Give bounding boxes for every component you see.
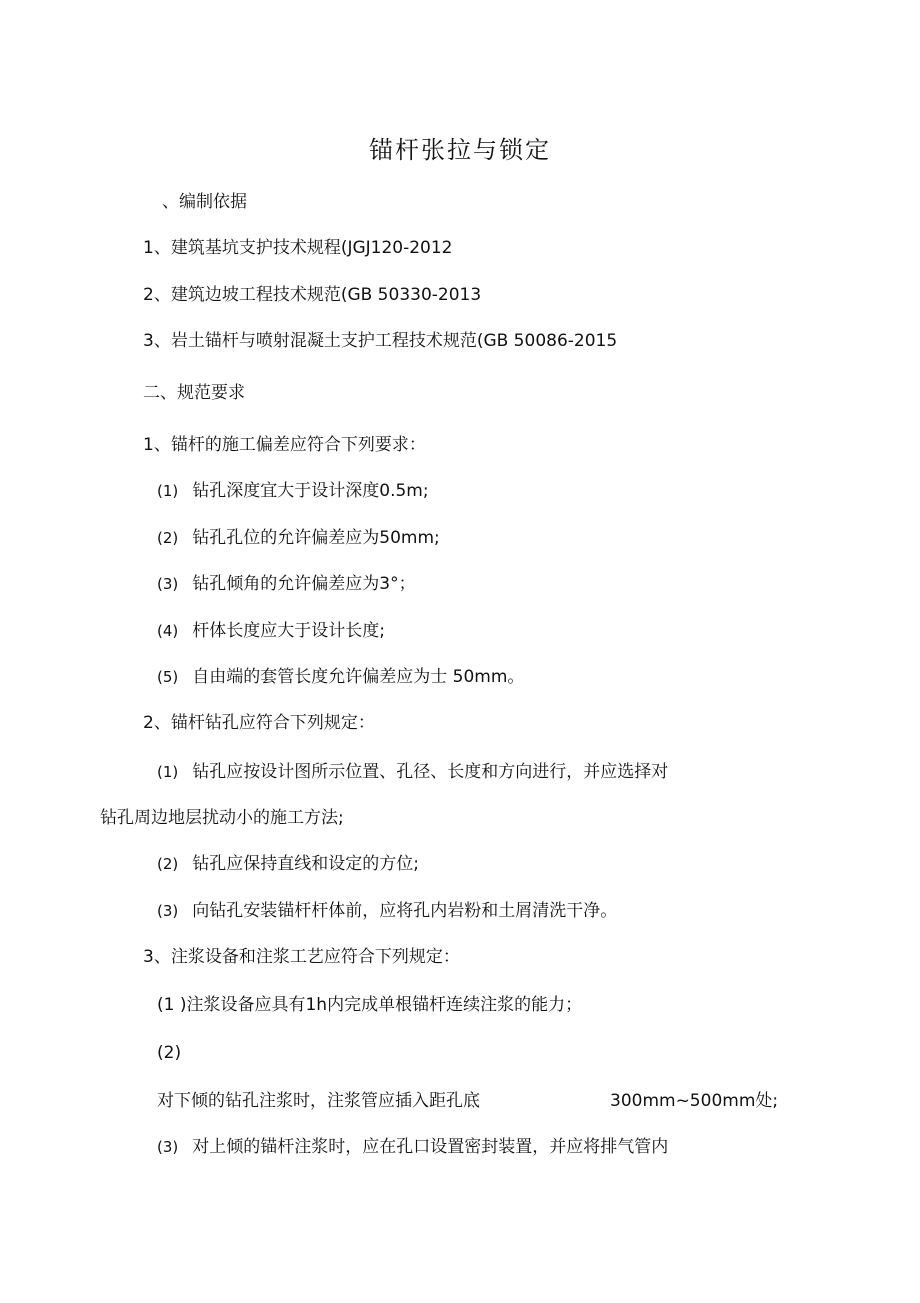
requirement-item-continuation: 钻孔周边地层扰动小的施工方法; — [100, 808, 344, 828]
requirement-item — [157, 852, 419, 876]
item-text: 杆体长度应大于设计长度; — [192, 621, 385, 641]
item-number: (1) — [157, 763, 179, 781]
requirement-heading: 1、锚杆的施工偏差应符合下列要求： — [143, 435, 426, 455]
section1-heading: 、编制依据 — [162, 192, 247, 212]
item-text: 向钻孔安装锚杆杆体前，应将孔内岩粉和土屑清洗干净。 — [192, 901, 618, 921]
reference-item: 3、岩土锚杆与喷射混凝土支护工程技术规范(GB 50086-2015 — [143, 331, 618, 351]
item-number: (3) — [157, 1138, 179, 1156]
requirement-item — [157, 619, 385, 643]
item-text: 钻孔深度宜大于设计深度0.5m; — [192, 481, 429, 501]
item-number: (4) — [157, 622, 179, 640]
requirement-item — [157, 899, 617, 923]
reference-item: 2、建筑边坡工程技术规范(GB 50330-2013 — [143, 285, 482, 305]
requirement-item — [157, 665, 524, 689]
item-text: 钻孔应保持直线和设定的方位; — [192, 854, 419, 874]
item-number: (1) — [157, 482, 179, 500]
requirement-item — [157, 526, 440, 550]
item-number: (2) — [157, 855, 179, 873]
requirement-item — [157, 572, 416, 596]
reference-item: 1、建筑基坑支护技术规程(JGJ120-2012 — [143, 238, 453, 258]
item-text: 钻孔应按设计图所示位置、孔径、长度和方向进行，并应选择对 — [192, 762, 669, 782]
item-number: (2) — [157, 1043, 182, 1063]
requirement-heading: 3、注浆设备和注浆工艺应符合下列规定： — [143, 947, 460, 967]
requirement-item — [157, 1135, 668, 1159]
requirement-item — [157, 479, 429, 503]
item-number: (3) — [157, 902, 179, 920]
item-text: 自由端的套管长度允许偏差应为士 50mm。 — [192, 667, 525, 687]
item-number: (5) — [157, 668, 179, 686]
item-text: 对上倾的锚杆注浆时，应在孔口设置密封装置，并应将排气管内 — [192, 1137, 669, 1157]
requirement-item: 对下倾的钻孔注浆时，注浆管应插入距孔底 — [157, 1091, 480, 1111]
requirement-item-value: 300mm~500mm处; — [610, 1091, 779, 1111]
section2-heading: 二、规范要求 — [143, 383, 245, 403]
requirement-item: (1 )注浆设备应具有1h内完成单根锚杆连续注浆的能力； — [157, 995, 583, 1015]
item-number: (3) — [157, 575, 179, 593]
requirement-item — [157, 760, 668, 784]
requirement-heading: 2、锚杆钻孔应符合下列规定： — [143, 713, 375, 733]
item-number: (2) — [157, 529, 179, 547]
item-text: 钻孔倾角的允许偏差应为3°； — [192, 574, 416, 594]
document-title: 锚杆张拉与锁定 — [369, 136, 551, 164]
item-text: 钻孔孔位的允许偏差应为50mm; — [192, 528, 440, 548]
